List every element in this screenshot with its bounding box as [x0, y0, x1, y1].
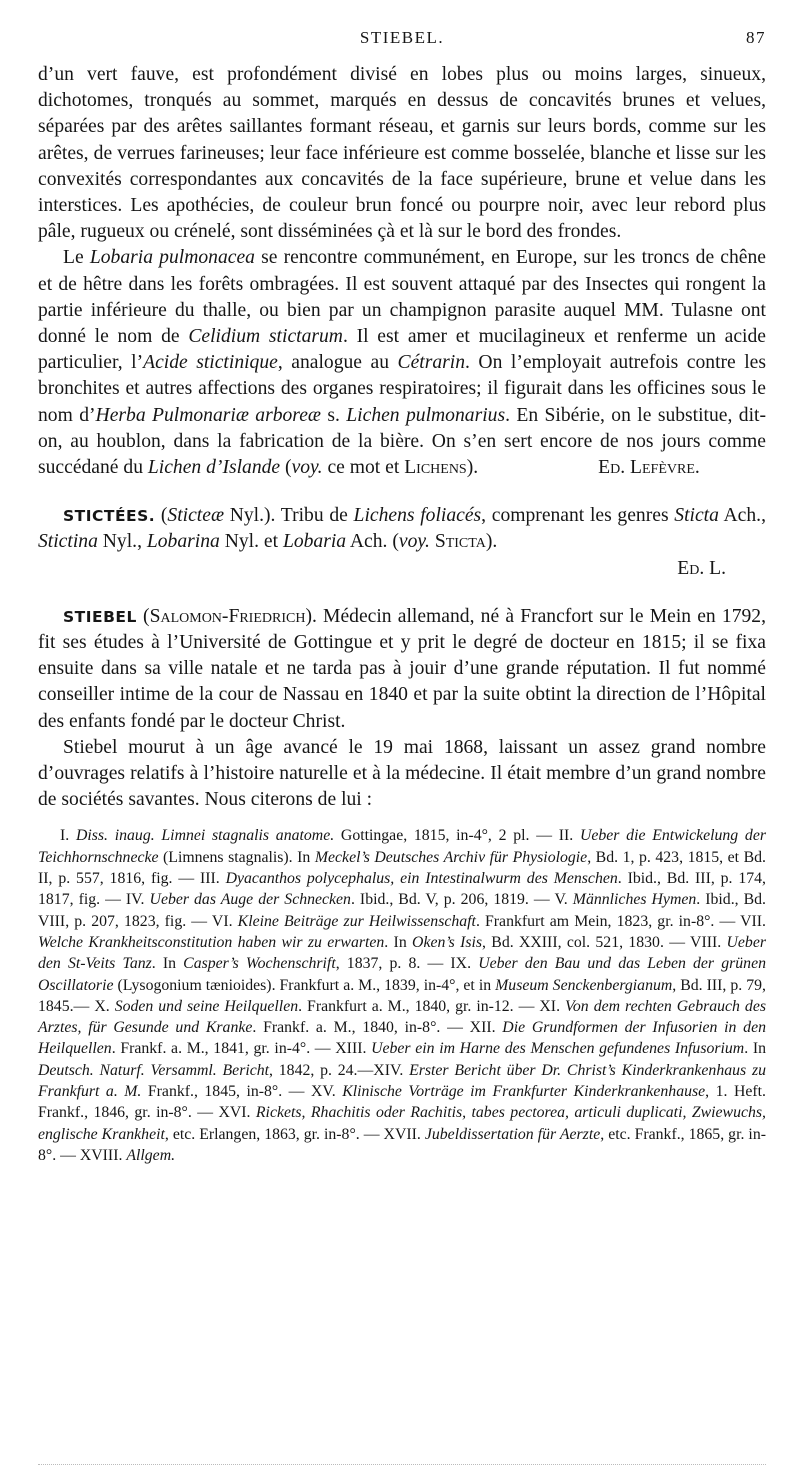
work-title: Museum Senckenbergianum [495, 976, 673, 994]
text-run: Nyl., [97, 531, 147, 553]
running-head-title: STIEBEL. [359, 28, 445, 47]
text-run: Ach., [718, 505, 766, 527]
text-run: se rencontre communément, en Europe, sur les troncs de chêne et de hêtre dans les forêts ombragées. Il est souvent attaqué par des Insectes qui rongent la partie inférieure du thalle, ou bien par un champignon parasite auquel MM. Tulasne ont donné le nom de [38, 247, 766, 348]
cross-ref-target: Sticta [434, 531, 486, 553]
term-italic: Sticteæ [167, 505, 225, 527]
work-title: Dyacanthos polycephalus, ein Intestinalwurm des Menschen [225, 870, 618, 888]
text-run: ( [136, 605, 150, 627]
text-run: , comprenant les genres [481, 505, 675, 527]
work-title: Von dem rechten Gebrauch des Arztes, für Gesunde und Kranke [38, 997, 766, 1037]
work-title: Männliches Hymen [572, 891, 697, 909]
work-title: Deutsch. Naturf. Versamml. Bericht [38, 1061, 270, 1079]
work-title: Ueber ein im Harne des Menschen gefundenes Infusorium [371, 1040, 745, 1058]
stiebel-paragraph-2: Stiebel mourut à un âge avancé le 19 mai 1868, laissant un assez grand nombre d’ouvrages relatifs à l’histoire naturelle et à la médecine. Il était membre d’un grand nombre de sociétés savantes. Nous citerons de lui : [38, 736, 766, 811]
work-title: Ueber den St-Veits Tanz [38, 933, 766, 973]
citation-text: (Limnens stagnalis). In [158, 848, 315, 866]
citation-text: , 1842, p. 24.—XIV. [269, 1061, 410, 1079]
species-name: Celidium stictarum [188, 326, 343, 348]
stiebel-entry [38, 604, 766, 735]
term-italic: Cétrarin [397, 352, 466, 374]
citation-text: , etc. Frankf., 1865, gr. in-8°. — XVIII. [38, 1125, 766, 1164]
citation-text: , Bd. 1, p. 423, 1815, et Bd. II, p. 557, 1816, fig. — III. [38, 848, 766, 888]
cross-ref: voy. [291, 457, 323, 479]
term-italic: Herba Pulmonariæ arboreæ [95, 404, 321, 426]
lobaria-paragraph-1: d’un vert fauve, est profondément divisé en lobes plus ou moins larges, sinueux, dichotomes, tronqués au sommet, marqués en dessus de concavités brunes et velues, séparées par des arêtes saillantes formant réseau, et garnis sur leurs bords, comme sur les arêtes, de verrues farineuses; leur face inférieure est comme bosselée, blanche et lisse sur les convexités correspondantes aux concavités de la face supérieure, brune et velue dans les interstices. Les apothécies, de couleur brun foncé ou pourpre noir, avec leur rebord plus pâle, rugueux ou crénelé, sont disséminées çà et là sur le bord des frondes. [38, 64, 766, 243]
term-italic: Lichen pulmonarius [346, 404, 506, 426]
work-title: Meckel’s Deutsches Archiv für Physiologie [314, 848, 588, 866]
author-signature: Ed. Lefèvre. [598, 457, 700, 479]
citation-text: . Frankfurt am Mein, 1823, gr. in-8°. — VII. [475, 912, 767, 930]
lobaria-paragraph-2 [38, 245, 766, 481]
entry-headword: STICTÉES. [63, 507, 156, 526]
citation-text: (Lysogonium tænioides). Frankfurt a. M., 1839, in-4°, et in [113, 976, 496, 994]
text-run: Nyl. et [219, 531, 283, 553]
citation-text: I. [60, 827, 76, 845]
citation-text: Frankf., 1845, in-8°. — XV. [141, 1083, 343, 1101]
citation-text: . Frankf. a. M., 1841, gr. in-4°. — XIII. [111, 1040, 372, 1058]
text-run: . On l’employait autrefois contre les bronchites et autres affections des organes respiratoires; il figurait dans les officines sous le nom d’ [38, 352, 767, 426]
section-gap [38, 582, 766, 604]
term-italic: Lichens foliacés [353, 505, 482, 527]
cross-ref-target: Lichens [404, 457, 467, 479]
section-gap [38, 481, 766, 503]
work-title: Erster Bericht über Dr. Christ’s Kinderkrankenhaus zu Frankfurt a. M. [38, 1061, 767, 1101]
work-title: Ueber den Bau und das Leben der grünen Oscillatorie [38, 955, 766, 994]
citation-text: . Frankfurt a. M., 1840, gr. in-12. — XI. [298, 997, 566, 1015]
entry-headword: STIEBEL [63, 607, 137, 626]
text-run: s. [320, 404, 347, 426]
work-title: Klinische Vorträge im Frankfurter Kinderkrankenhause [342, 1083, 706, 1101]
genus-name: Lobaria [282, 531, 347, 553]
text-run: Ach. ( [346, 531, 399, 553]
text-run: ). [466, 457, 479, 479]
work-title: Diss. inaug. Limnei stagnalis anatome. [75, 827, 335, 845]
work-title: Kleine Beiträge zur Heilwissenschaft [237, 912, 476, 930]
citation-text: . Ibid., Bd. V, p. 206, 1819. — V. [350, 891, 573, 909]
work-title: Ueber die Entwickelung der Teichhornschnecke [38, 827, 766, 866]
genus-name: Sticta [674, 505, 719, 527]
genus-name: Stictina [38, 531, 98, 553]
text-run: , analogue au [277, 352, 398, 374]
text-run: ). [485, 531, 498, 553]
text-run: ( [280, 457, 292, 479]
citation-text: . Frankf. a. M., 1840, in-8°. — XII. [252, 1019, 503, 1037]
citation-text: , 1837, p. 8. — IX. [335, 955, 479, 973]
work-title: Jubeldissertation für Aerzte [424, 1125, 601, 1143]
term-italic: Lichen d’Islande [147, 457, 281, 479]
author-signature: Ed. L. [677, 557, 726, 579]
citation-text: . In [384, 933, 413, 951]
text-run: ce mot et [322, 457, 405, 479]
citation-text: . Ibid., Bd. III, p. 174, 1817, fig. — IV. [38, 870, 766, 909]
work-title: Rickets, Rhachitis oder Rachitis, tabes pectorea, articuli duplicati, Zwiewuchs, englische Krankheit [38, 1104, 766, 1143]
page-number: 87 [746, 28, 766, 47]
person-name: Salomon-Friedrich [149, 605, 306, 627]
text-run: ( [155, 505, 168, 527]
stictees-entry [38, 503, 766, 555]
text-run: Nyl.). Tribu de [224, 505, 354, 527]
work-title: Ueber das Auge der Schnecken [149, 891, 351, 909]
cross-ref: voy. [398, 531, 430, 553]
work-title: Oken’s Isis [412, 933, 483, 951]
work-title: Soden und seine Heilquellen [114, 997, 299, 1015]
stictees-signature [38, 556, 766, 582]
article-body [38, 62, 766, 1166]
text-run: . En Sibérie, on le substitue, dit-on, au houblon, dans la fabrication de la bière. On s’en sert encore de nos jours comme succédané du [38, 404, 766, 479]
citation-text: , Bd. III, p. 79, 1845.— X. [38, 976, 766, 1015]
work-title: Allgem. [126, 1146, 176, 1164]
citation-text: Gottingae, 1815, in-4°, 2 pl. — II. [334, 827, 580, 845]
work-title: Welche Krankheitsconstitution haben wir zu erwarten [38, 933, 385, 951]
bibliography [38, 825, 766, 1166]
term-italic: Acide stictinique [143, 352, 278, 374]
text-run: ). Médecin allemand, né à Francfort sur le Mein en 1792, fit ses études à l’Université de Gottingue et y prit le degré de docteur en 1815; il se fixa ensuite dans sa ville natale et ne tarda pas à jouir d’une grande réputation. Il fut nommé conseiller intime de la cour de Nassau en 1840 et par la suite obtint la direction de l’Hôpital des enfants fondé par le docteur Christ. [38, 605, 766, 732]
footer-rule [38, 1464, 766, 1465]
work-title: Die Grundformen der Infusorien in den Heilquellen [38, 1019, 766, 1058]
species-name: Lobaria pulmonacea [89, 247, 255, 269]
text-run: . Il est amer et mucilagineux et renferme un acide particulier, l’ [38, 326, 766, 374]
work-title: Casper’s Wochenschrift [183, 955, 336, 973]
citation-text: . Ibid., Bd. VIII, p. 207, 1823, fig. — VI. [38, 891, 766, 930]
citation-text: , 1. Heft. Frankf., 1846, gr. in-8°. — XVI. [38, 1083, 766, 1122]
genus-name: Lobarina [146, 531, 220, 553]
text-run: Le [63, 247, 90, 269]
citation-text: . In [151, 955, 184, 973]
citation-text: . In [744, 1040, 766, 1058]
citation-text: , Bd. XXIII, col. 521, 1830. — VIII. [482, 933, 727, 951]
citation-text: , etc. Erlangen, 1863, gr. in-8°. — XVII. [164, 1125, 425, 1143]
running-head [38, 28, 766, 54]
